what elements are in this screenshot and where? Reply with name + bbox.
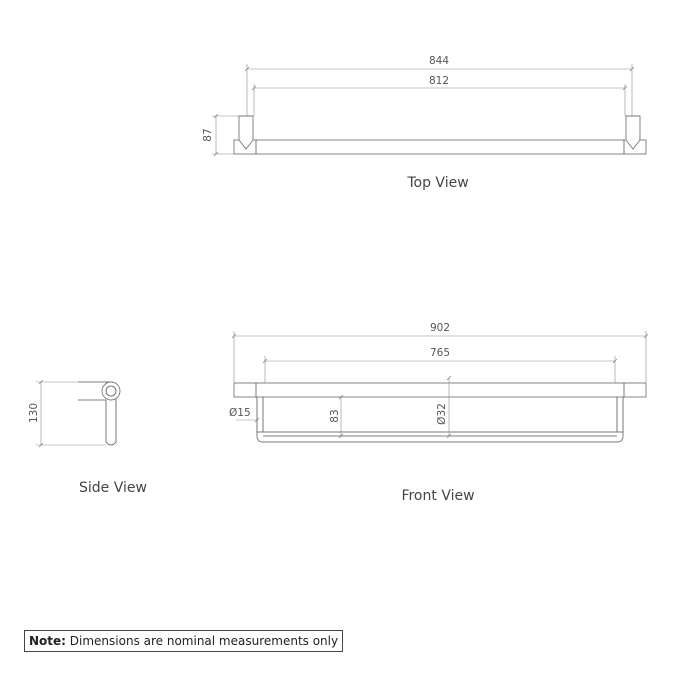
top-view-overall-dimension: 844 — [428, 55, 450, 67]
front-view-bar-diameter-dimension: Ø32 — [436, 403, 448, 425]
top-view-depth-dimension: 87 — [202, 128, 214, 142]
top-view-inner-dimension: 812 — [428, 75, 450, 87]
front-view-overall-dimension: 902 — [429, 322, 451, 334]
front-view-label: Front View — [401, 488, 475, 504]
front-view-post-diameter-dimension: Ø15 — [229, 407, 251, 419]
top-view — [202, 55, 646, 191]
front-view-inner-dimension: 765 — [429, 347, 451, 359]
side-view-height-dimension: 130 — [28, 402, 40, 424]
front-view-lower-bar — [257, 432, 623, 442]
side-view-label: Side View — [79, 480, 147, 496]
dimensions-note — [24, 630, 343, 652]
top-view-bar — [234, 140, 646, 154]
top-view-label: Top View — [407, 175, 469, 191]
front-view — [229, 322, 648, 504]
side-view-bar-section — [102, 382, 120, 400]
note-label: Note: — [29, 634, 66, 648]
front-view-gap-dimension: 83 — [329, 409, 341, 423]
front-view-top-bar — [234, 383, 646, 397]
note-text: Dimensions are nominal measurements only — [65, 634, 339, 648]
side-view — [28, 380, 147, 496]
